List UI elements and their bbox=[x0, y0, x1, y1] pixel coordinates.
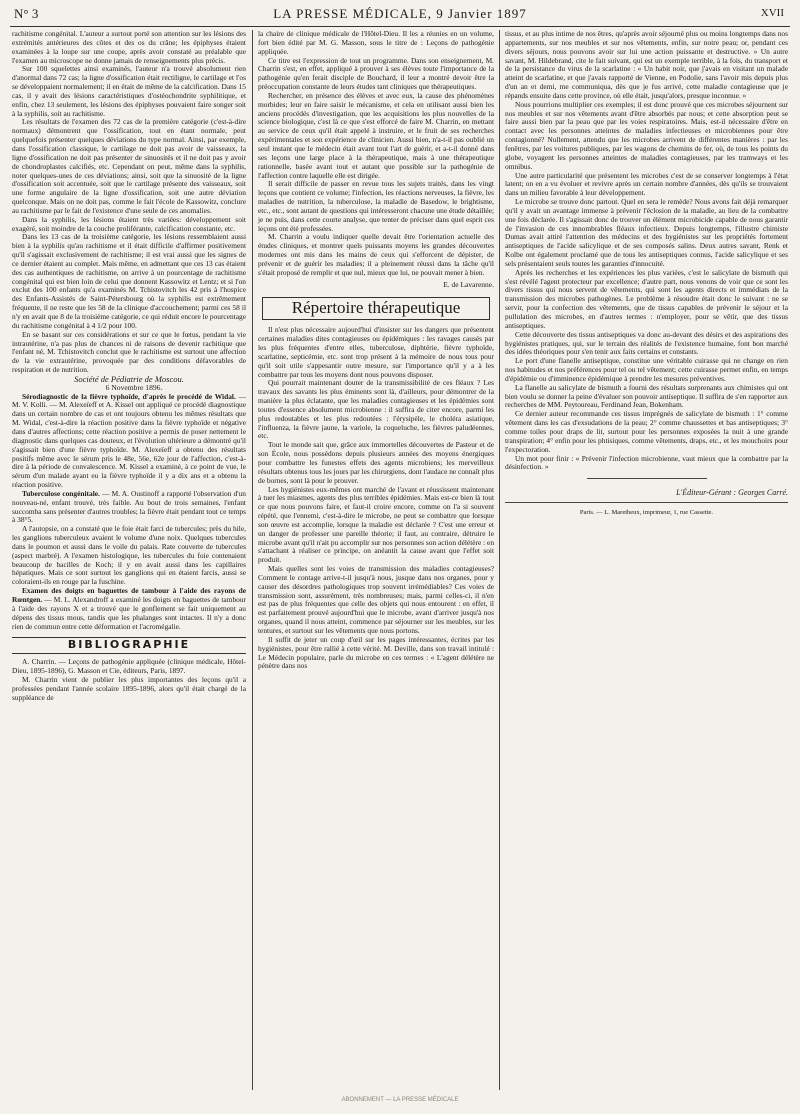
paragraph: Tout le monde sait que, grâce aux immortelles découvertes de Pasteur et de son École, nous possédons depuis plusieurs années des moyens énergiques pour combattre les funestes effets des agents microbiens; les merveilleux résultats obtenus tous les jours par les chirurgiens, dont l'audace ne connaît plus de bornes, sont là pour le prouver. bbox=[258, 440, 494, 485]
report-title: Examen des doigts en baguettes de tambour à l'aide des rayons de Rœntgen. bbox=[12, 586, 246, 604]
paragraph: Sur 100 squelettes ainsi examinés, l'auteur n'a trouvé absolument rien d'anormal dans 72 cas; la ligne d'ossification était rectiligne, le cartilage et l'os se développaient normalement; il en était de même de la calcification. Dans 15 cas, il y avait des lésions caractéristiques d'ostéochondrite syphilitique, et enfin, chez 13 seulement, les lésions des épiphyses pouvaient faire songer soit à la syphilis, soit au rachitisme. bbox=[12, 64, 246, 118]
issue-number: N° 3 bbox=[14, 6, 39, 21]
paragraph: Qui pourrait maintenant douter de la transmissibilité de ces fléaux ? Les travaux des savants les plus éminents sont là, d'ailleurs, pour démontrer de la manière la plus éclatante, que les maladies contagieuses et les épidémies sont toutes d'essence absolument microbienne : il suffira de citer encore, parmi les plus redoutables et les plus redoutées : l'érysipèle, le choléra asiatique, l'influenza, la fièvre jaune, la variole, la coqueluche, les fièvres paludéennes, etc. bbox=[258, 378, 494, 441]
column-1 bbox=[12, 30, 246, 702]
report-title: Tuberculose congénitale. bbox=[22, 488, 100, 498]
paragraph: Ce titre est l'expression de tout un programme. Dans son enseignement, M. Charrin s'est, en effet, appliqué à prouver à ses élèves toute l'importance de la pathogénie qu'en ferait disciple de Bouchard, il leur a montré devoir être la préoccupation constante de leurs études tant cliniques que thérapeutiques. bbox=[258, 55, 494, 92]
column-2 bbox=[258, 30, 494, 671]
report-text: — M. L. Alexandroff a examiné les doigts en baguettes de tambour à l'aide des rayons X et a trouvé que le gonflement se fait uniquement au dépens des tissus mous, tandis que les phalanges sont intactes. Il n'y a donc rien de commun entre cette déformation et l'acromégalie. bbox=[12, 595, 246, 631]
paragraph: Les résultats de l'examen des 72 cas de la première catégorie (c'est-à-dire normaux) démontrent que l'ossification, tout en étant normale, peut quelquefois présenter quelques déviations du type normal. Ainsi, par exemple, dans l'ossification classique, le cartilage ne doit pas avoir de vaisseaux, la ligne d'ossification ne doit pas présenter de sinuosités et il ne doit pas y avoir de chondroplastes calcifiés, etc. Cependant on peut, même dans la syphilis, noter quelques-unes de ces déviations; ainsi, soit que la sinuosité de la ligne d'ossification soit accentuée, soit que le cartilage présente des vaisseaux, soit une forme angulaire de la ligne d'ossification, soit une autre déviation quelconque. Mais on ne doit pas, comme le fait l'école de Kassowitz, conclure au rachitisme par le fait de l'existence d'une seule de ces anomalies. bbox=[12, 117, 246, 215]
paragraph: En se basant sur ces considérations et sur ce que le fœtus, pendant la vie intrautérine, n'a pas plus de chances ni de raisons de devenir rachitique que l'enfant né, M. Tchistovitch conclut que le rachitisme est surtout une affection de la vie extrautérine, provoquée par des conditions défavorables de respiration et de nutrition. bbox=[12, 329, 246, 375]
paragraph: Ce dernier auteur recommande ces tissus imprégnés de salicylate de bismuth : 1° comme vêtement dans les cas d'exsudations de la peau; 2° comme chaussettes et bas antiseptiques; 3° comme toiles pour draps de lit, surtout pour les personnes exposées la nuit à une grande transpiration; 4° enfin pour les phtisiques, comme vêtements, draps, etc., et les mouchoirs pour l'expectoration. bbox=[505, 409, 788, 454]
report-tuberculose bbox=[12, 490, 246, 525]
journal-title: LA PRESSE MÉDICALE, 9 Janvier 1897 bbox=[273, 6, 527, 21]
report-text: — M. V. Kolli. — M. Alexeïeff et A. Kissel ont appliqué ce procédé diagnostique dans un certain nombre de cas et ont toujours obtenu les mêmes résultats que M. Widal, c'est-à-dire la réaction positive dans la fièvre typhoïde et négative dans d'autres affections; cette réaction positive a permis de poser nettement le diagnostic dans quelques cas douteux, et l'évolution ultérieure a démontré qu'il s'agissait bien d'une fièvre typhoïde. M. Alexeïeff a obtenu des résultats positifs même avec le sérum pris le 48e, 56e, 62e jour de l'affection, c'est-à-dire à la période de convalescence. M. Kissel a examiné, à ce point de vue, le sérum d'un malade ayant eu la fièvre typhoïde il y a dix ans et a obtenu la réaction positive. bbox=[12, 391, 246, 490]
column-3 bbox=[505, 30, 788, 518]
paragraph: M. Charrin a voulu indiquer quelle devait être l'orientation actuelle des études cliniques, et montrer quels puissants moyens les grandes découvertes modernes ont mis dans les mains de ceux qui s'efforcent de dépister, de prévenir et de guérir les maladies; il a pleinement réussi dans la tâche qu'il s'était proposé de remplir et que nul, mieux que lui, ne pouvait mener à bien. bbox=[258, 232, 494, 277]
paragraph: tissus, et au plus intime de nos êtres, qu'après avoir séjourné plus ou moins longtemps dans nos appartements, sur nos meubles et sur nos vêtements, enfin, sur notre peau; or, pendant ces divers séjours, nous pouvons avoir sur lui une action puissante et destructive. » Un autre savant, M. Hildebrand, cite le fait suivant, qui est un exemple terrible, à la fois, du transport et de la persistance du virus de la scarlatine : « Un habit noir, que j'avais en visitant un malade atteint de scarlatine, et que j'avais rapporté de Vienne, en Podolie, sans l'avoir mis depuis plus d'un an et demi, me communiqua, dès que je fus arrivé, cette maladie contagieuse que je répands ensuite dans cette province, où elle était, jusqu'alors, presque inconnue. » bbox=[505, 29, 788, 100]
paragraph: Dans les 13 cas de la troisième catégorie, les lésions ressemblaient aussi bien à la syphilis qu'au rachitisme et il était difficile d'affirmer positivement qu'il s'agissait exclusivement de rachitisme; il est vrai aussi que les signes de ce dernier étaient au complet. Mais même, en admettant que ces 13 cas étaient des cas authentiques de rachitisme, on arrive à un pourcentage de rachitisme congénital qui est bien loin de celui que donnent Kassowitz et Lentz; et si l'on exclut des 100 enfants qu'a examinés M. Tchistovitch les 42 pris à l'hospice des Enfants-Assistés de Saint-Pétersbourg où la syphilis est extrêmement fréquente, il ne reste que les 58 de la clinique d'accouchement; parmi ces 58 il n'y en avait que 8 de la troisième catégorie, ce qui réduit encore le pourcentage du rachitisme congénital à 4 1/2 pour 100. bbox=[12, 232, 246, 330]
review-signature: E. de Lavarenne. bbox=[443, 279, 494, 289]
paragraph: Le port d'une flanelle antiseptique, constitue une véritable cuirasse qui ne change en rien nos habitudes et nos préférences pour tel ou tel vêtement; cette cuirasse permet enfin, en temps d'épidémie ou d'imminence épidémique à prendre les mesures préventives. bbox=[505, 356, 788, 383]
printer-credit: Paris. — L. Maretheux, imprimeur, 1, rue Cassette. bbox=[579, 509, 714, 517]
page-number: XVII bbox=[760, 7, 784, 19]
page-header bbox=[10, 2, 790, 27]
paragraph: Rechercher, en présence des élèves et avec eux, la cause des phénomènes morbides; leur en faire saisir le mécanisme, et cela en utilisant aussi bien les anciens procédés d'investigation, que les acquisitions les plus nouvelles de la science biologique, c'est là ce que s'est efforcé de faire M. Charrin, en mettant au service de ceux qu'il était appelé à instruire, et le fruit de ses recherches expérimentales et son expérience de clinicien. Aussi bien, n'a-t-il pas oublié un seul instant que le médecin était avant tout l'art de guérir, et a-t-il donné dans ses leçons une large place à la thérapeutique, mais à une thérapeutique rationnelle, basée avant tout et autant que possible sur la pathogénie de l'affection contre laquelle elle est dirigée. bbox=[258, 90, 494, 180]
paragraph: rachitisme congénital. L'auteur a surtout porté son attention sur les lésions des extrémités antérieures des côtes et des os du crâne; les épiphyses étaient examinées à la loupe sur une coupe, après avoir constaté au préalable que l'examen au microscope ne donne jamais de renseignements plus précis. bbox=[12, 29, 246, 65]
society-heading: Société de Pédiatrie de Moscou. bbox=[74, 373, 184, 384]
bibliography-heading: BIBLIOGRAPHIE bbox=[12, 637, 246, 654]
paragraph: Après les recherches et les expériences les plus variées, c'est le salicylate de bismuth qui s'est révélé l'agent protecteur par excellence; d'autre part, nous venons de voir que ce sont les divers tissus qui nous servent de vêtements, qui sont les agents directs et immédiats de la transmission des microbes pathogènes. Le problème à résoudre était donc le suivant : ne se servir, pour la confection des vêtements, que de tissus capables de prévenir le séjour et la pullulation des microbes, en d'autres termes : n'employer, pour se vêtir, que des tissus antiseptiques. bbox=[505, 267, 788, 330]
paragraph: Dans la syphilis, les lésions étaient très variées: développement soit exagéré, soit moindre de la couche proliférante, calcification constante, etc. bbox=[12, 214, 246, 233]
paragraph: A l'autopsie, on a constaté que le foie était farci de tubercules; près du hile, les ganglions tuberculeux avaient le volume d'une noix. Quelques tubercules dans le poumon et aussi dans le voile du palais. Rate couverte de tubercules (aspect marbré). A l'examen histologique, les tubercules du foie contenaient beaucoup de bacilles de Koch; il y en avait aussi dans les capillaires hépatiques. Mais ce sont surtout les ganglions qui en étaient farcis, aussi se coloraient-ils en rouge par la fuschine. bbox=[12, 524, 246, 587]
society-date: 6 Novembre 1896. bbox=[105, 382, 163, 392]
paragraph: La flanelle au salicylate de bismuth a fourni des résultats surprenants aux chimistes qui ont bien voulu se donner la peine d'évaluer son pouvoir antiseptique. Il suffira de s'en rapporter aux recherches de MM. Peytoureau, Ferdinand Jean, Bokenham. bbox=[505, 382, 788, 410]
paragraph: Il serait difficile de passer en revue tous les sujets traités, dans les vingt leçons que contient ce volume; l'infection, les réactions nerveuses, la fièvre, les maladies de nutrition, la tuberculose, la maladie de Basedow, le brightisme, etc., etc., sont autant de questions qui intéresseront chacune une étude détaillée; je ne puis, dans cette courte analyse, que tenter de préciser dans quel esprit ces leçons ont été professées. bbox=[258, 179, 494, 233]
column-divider-2 bbox=[499, 30, 500, 1090]
paragraph: Il suffit de jeter un coup d'œil sur les pages intéressantes, écrites par les hygiénistes, pour être rallié à cette vérité. M. Deville, dans son travail intitulé : Le Médecin populaire, parle du microbe en ces termes : « L'agent délétère ne pénètre dans nos bbox=[258, 634, 494, 671]
report-text: — M. A. Oustinoff a rapporté l'observation d'un nouveau-né, enfant trouvé, très faible. Au bout de trois semaines, l'enfant succomba sans présenter d'autres troubles; la fièvre était pendant tout ce temps à 38°5. bbox=[12, 488, 246, 525]
paragraph: Mais quelles sont les voies de transmission des maladies contagieuses? Comment le contage arrive-t-il jusqu'à nous, jusque dans nos organes, pour y causer des désordres pathologiques trop souvent irrémédiables? Ces voies de transmission sont, assurément, très nombreuses; mais, parmi celles-ci, il n'en est pas de plus fréquentes que celle des objets qui nous entourent : en effet, il est parfaitement prouvé aujourd'hui que le microbe, avant d'arriver jusqu'à nos organes, quand il nous atteint, commence par séjourner sur les meubles, sur les tentures, et surtout sur les vêtements que nous portons. bbox=[258, 564, 494, 635]
editor-credit: L'Éditeur-Gérant : Georges Carré. bbox=[676, 488, 788, 498]
divider-line bbox=[505, 502, 788, 503]
bibliography-entry: A. Charrin. — Leçons de pathogénie appliquée (clinique médicale, Hôtel-Dieu, 1895-1896), G. Masson et Cie, éditeurs, Paris, 1897. bbox=[12, 657, 246, 676]
report-widal bbox=[12, 393, 246, 490]
paragraph: Nous pourrions multiplier ces exemples; il est donc prouvé que ces microbes séjournent sur nos meubles et sur nos vêtements avant d'être absorbés par nous; et cette absorption peut se faire aussi bien par la peau que par les voies respiratoires. Mais, est-il nécessaire d'être en contact avec les personnes atteintes de maladies infectieuses et microbiennes pour être contagionné? Nullement, attendu que les microbes arrivent de différentes manières : par les fenêtres, par les voitures publiques, par les wagons de chemins de fer, où, de tous les points du globe, voyagent les personnes atteintes de maladies contagieuses, par les tramways et les omnibus. bbox=[505, 99, 788, 171]
paragraph: M. Charrin vient de publier les plus importantes des leçons qu'il a professées pendant l'année scolaire 1895-1896, alors qu'il était chargé de la suppléance de bbox=[12, 674, 246, 702]
bleed-through-text: ABONNEMENT — LA PRESSE MÉDICALE bbox=[341, 1097, 459, 1103]
paragraph: la chaire de clinique médicale de l'Hôtel-Dieu. Il les a réunies en un volume, fort bien édité par M. G. Masson, sous le titre de : Leçons de pathogénie appliquée. bbox=[258, 29, 494, 56]
divider-line bbox=[587, 478, 707, 479]
paragraph: Le microbe se trouve donc partout. Quel en sera le remède? Nous avons fait déjà remarquer qu'il y avait un avantage immense à prévenir l'éclosion de la maladie, au lieu de la combattre une fois déclarée. Il s'agissait donc de trouver un élément microbicide capable de nous garantir de l'invasion de ces innombrables fléaux infectieux. Depuis longtemps, l'illustre chimiste Dumas avait attiré l'attention des médecins et des hygiénistes sur les propriétés fortement antiseptiques de l'acide salicylique et de ses composés salins. Deux autres savant, Renk et Kolbe ont également proclamé que de tous les antiseptiques connus, l'acide salicylique et ses sels présentaient seuls toutes les garanties d'innocuité. bbox=[505, 197, 788, 268]
paragraph: Une autre particularité que présentent les microbes c'est de se conserver longtemps à l'état latent; on en a vu évoluer et revivre après un certain nombre d'années, dès qu'ils se trouvaient dans un milieu favorable à leur développement. bbox=[505, 170, 788, 198]
report-title: Sérodiagnostic de la fièvre typhoïde, d'après le procédé de Widal. bbox=[22, 391, 236, 401]
paragraph: Les hygiénistes eux-mêmes ont marché de l'avant et réussissent maintenant à tuer les miasmes, agents des plus terribles épidémies. Mais est-ce bien là tout ce que nous pouvons faire, et faut-il croire encore, comme on l'a si souvent répété, que l'ennemi, c'est-à-dire le microbe, ne peut se combattre que lorsque son œuvre est accomplie, lorsque la maladie est déclarée ? C'est une erreur et un danger de professer une pareille théorie; il faut, au contraire, détruire le microbe avant qu'il n'ait pu accomplir sur nos personnes son action délétère : en s'attachant à réaliser ce principe, on anéantit la cause avant que l'effet soit produit. bbox=[258, 484, 495, 565]
paragraph: Il n'est plus nécessaire aujourd'hui d'insister sur les dangers que présentent certaines maladies dites contagieuses ou épidémiques : les ravages causés par les plus fréquentes d'entre elles, tuberculose, diphtérie, fièvre typhoïde, scarlatine, septicémie, etc. sont trop présent à la mémoire de nous tous pour qu'il soit utile s'appesantir outre mesure, sur l'importance qu'il y a à les combattre par tous les moyens dont nous pouvons disposer. bbox=[258, 325, 494, 379]
paragraph: Un mot pour finir : « Prévenir l'infection microbienne, vaut mieux que la combattre par la désinfection. » bbox=[505, 453, 788, 472]
paragraph: Cette découverte des tissus antiseptiques va donc au-devant des désirs et des aspirations des hygiénistes pratiques, qui, sur le terrain des réalités de l'existence humaine, font bon marché des idées théoriques pour s'en tenir aux faits certains et constants. bbox=[505, 329, 788, 357]
column-divider-1 bbox=[252, 30, 253, 1090]
report-rontgen bbox=[12, 587, 246, 631]
section-title-box: Répertoire thérapeutique bbox=[262, 297, 490, 320]
